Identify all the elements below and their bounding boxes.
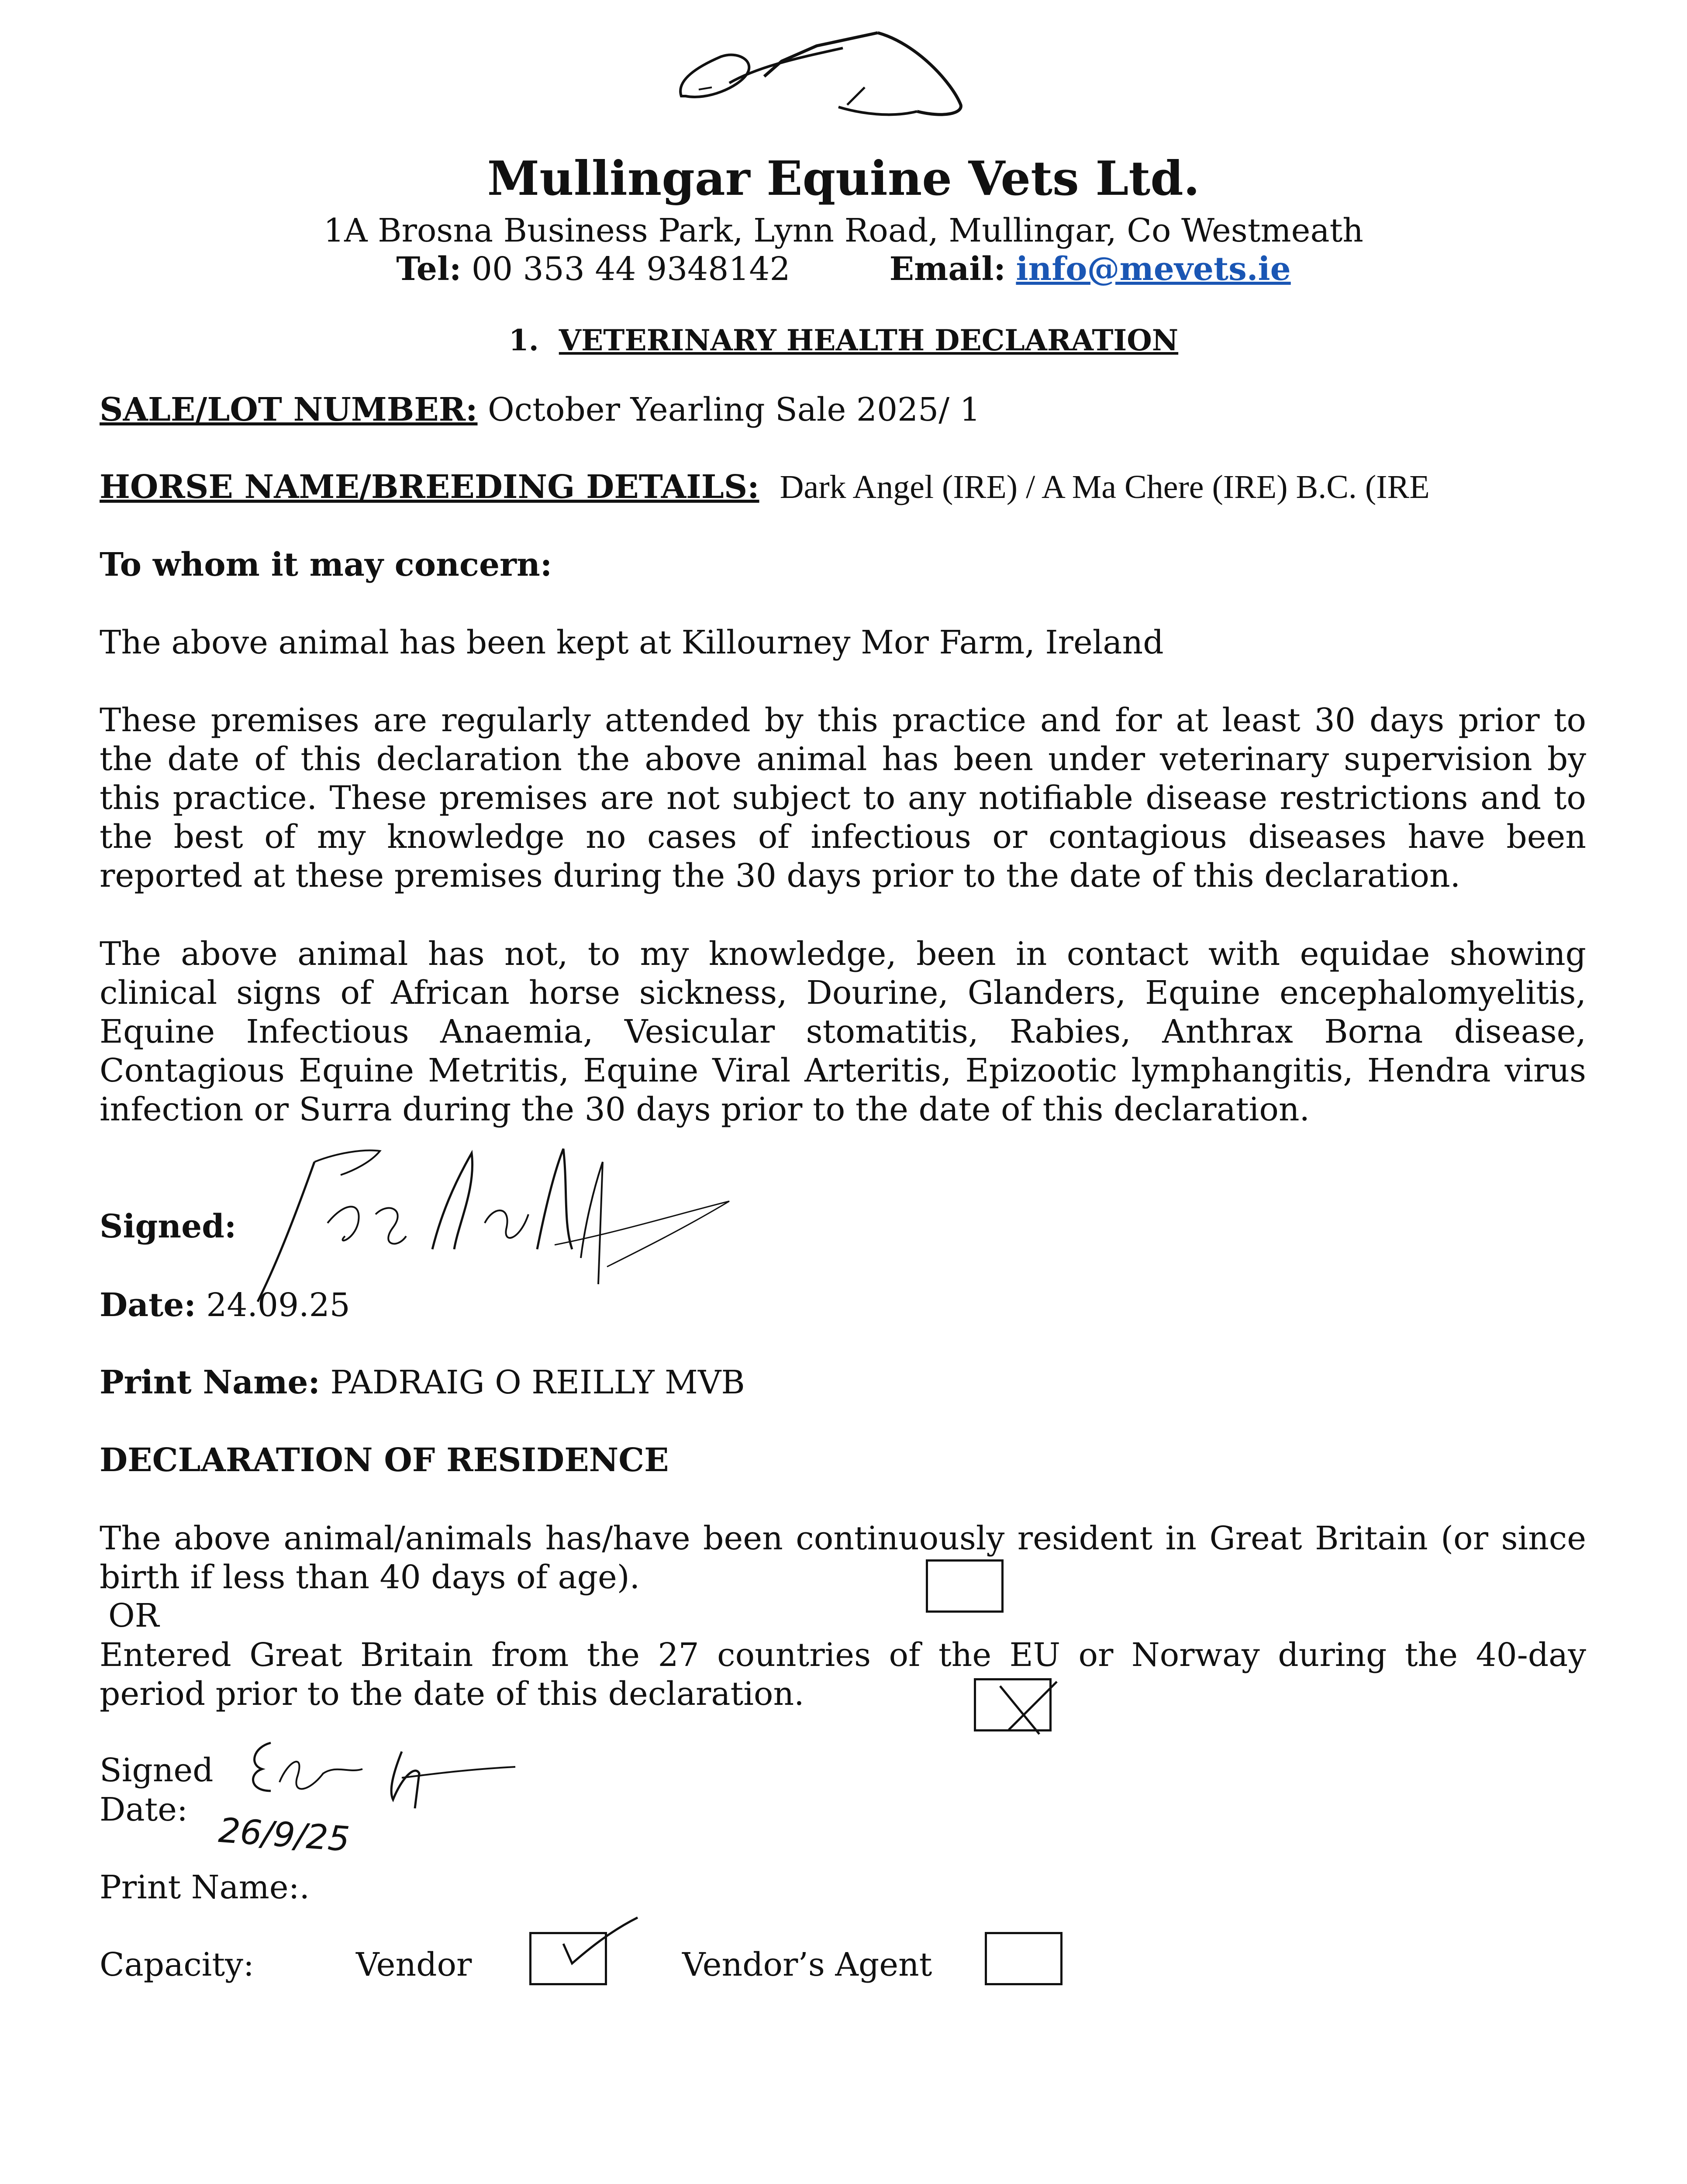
residence-title: DECLARATION OF RESIDENCE — [100, 1441, 669, 1479]
vet-print-name-value: PADRAIG O REILLY MVB — [330, 1364, 745, 1401]
handwritten-date — [214, 1808, 389, 1865]
heading-number: 1. — [508, 323, 539, 357]
heading-title: VETERINARY HEALTH DECLARATION — [559, 323, 1179, 357]
company-name: Mullingar Equine Vets Ltd. — [487, 151, 1200, 206]
residence-signed-label: Signed — [100, 1752, 214, 1789]
horse-details-value: Dark Angel (IRE) / A Ma Chere (IRE) B.C. (IRE — [780, 469, 1430, 505]
vendor-signature — [236, 1725, 542, 1821]
vet-date-label: Date: — [100, 1286, 196, 1324]
svg-text:26/9/25: 26/9/25 — [217, 1811, 351, 1859]
horse-details-label: HORSE NAME/BREEDING DETAILS: — [100, 468, 759, 506]
vendor-label: Vendor — [356, 1946, 472, 1984]
vendors-agent-checkbox[interactable] — [985, 1932, 1063, 1985]
residence-date-label: Date: — [100, 1791, 188, 1828]
email-link[interactable]: info@mevets.ie — [1016, 250, 1291, 288]
tel-label: Tel: — [396, 250, 462, 288]
tel-value: 00 353 44 9348142 — [471, 250, 790, 288]
or-text: OR — [108, 1597, 159, 1635]
check-mark-icon — [555, 1913, 642, 1979]
residence-print-name-label: Print Name:. — [100, 1869, 310, 1906]
vendors-agent-label: Vendor’s Agent — [682, 1946, 932, 1984]
kept-at-paragraph: The above animal has been kept at Killourney Mor Farm, Ireland — [100, 624, 1164, 661]
residence-option-2: Entered Great Britain from the 27 countries of the EU or Norway during the 40-day period prior to the date of this declaration. — [100, 1636, 1586, 1713]
vet-print-name-label: Print Name: — [100, 1364, 320, 1401]
horse-details-row — [100, 468, 1430, 506]
signed-label: Signed: — [100, 1208, 237, 1245]
company-address: 1A Brosna Business Park, Lynn Road, Mullingar, Co Westmeath — [324, 212, 1363, 249]
vet-date-value: 24.09.25 — [206, 1286, 350, 1324]
sale-lot-label: SALE/LOT NUMBER: — [100, 391, 478, 429]
email-label: Email: — [889, 250, 1006, 288]
supervision-paragraph: These premises are regularly attended by this practice and for at least 30 days prior to the date of this declaration the above animal has been under veterinary supervision by this practice. These premises are not subject to any notifiable disease restrictions and to the best of my knowledge no cases of infectious or contagious diseases have been reported at these premises during the 30 days prior to the date of this declaration. — [100, 702, 1586, 895]
vet-date-row — [100, 1286, 350, 1324]
disease-paragraph: The above animal has not, to my knowledge, been in contact with equidae showing clinical signs of African horse sickness, Dourine, Glanders, Equine encephalomyelitis, Equine Infectious Anaemia, Vesicular stomatitis, Rabies, Anthrax Borna disease, Contagious Equine Metritis, Equine Viral Arteritis, Epizootic lymphangitis, Hendra virus infection or Surra during the 30 days prior to the date of this declaration. — [100, 935, 1586, 1128]
sale-lot-value: October Yearling Sale 2025/ 1 — [488, 391, 980, 429]
declaration-heading — [0, 323, 1687, 357]
capacity-label: Capacity: — [100, 1946, 254, 1984]
sale-lot-row — [100, 391, 980, 429]
cross-mark-icon — [983, 1677, 1066, 1738]
option-1-checkbox[interactable] — [926, 1559, 1004, 1613]
contact-line — [0, 250, 1687, 288]
vet-print-name-row — [100, 1364, 745, 1401]
residence-option-1: The above animal/animals has/have been continuously resident in Great Britain (or since birth if less than 40 days of age). — [100, 1520, 1586, 1596]
horse-heads-logo-icon — [673, 31, 969, 140]
salutation: To whom it may concern: — [100, 546, 552, 584]
